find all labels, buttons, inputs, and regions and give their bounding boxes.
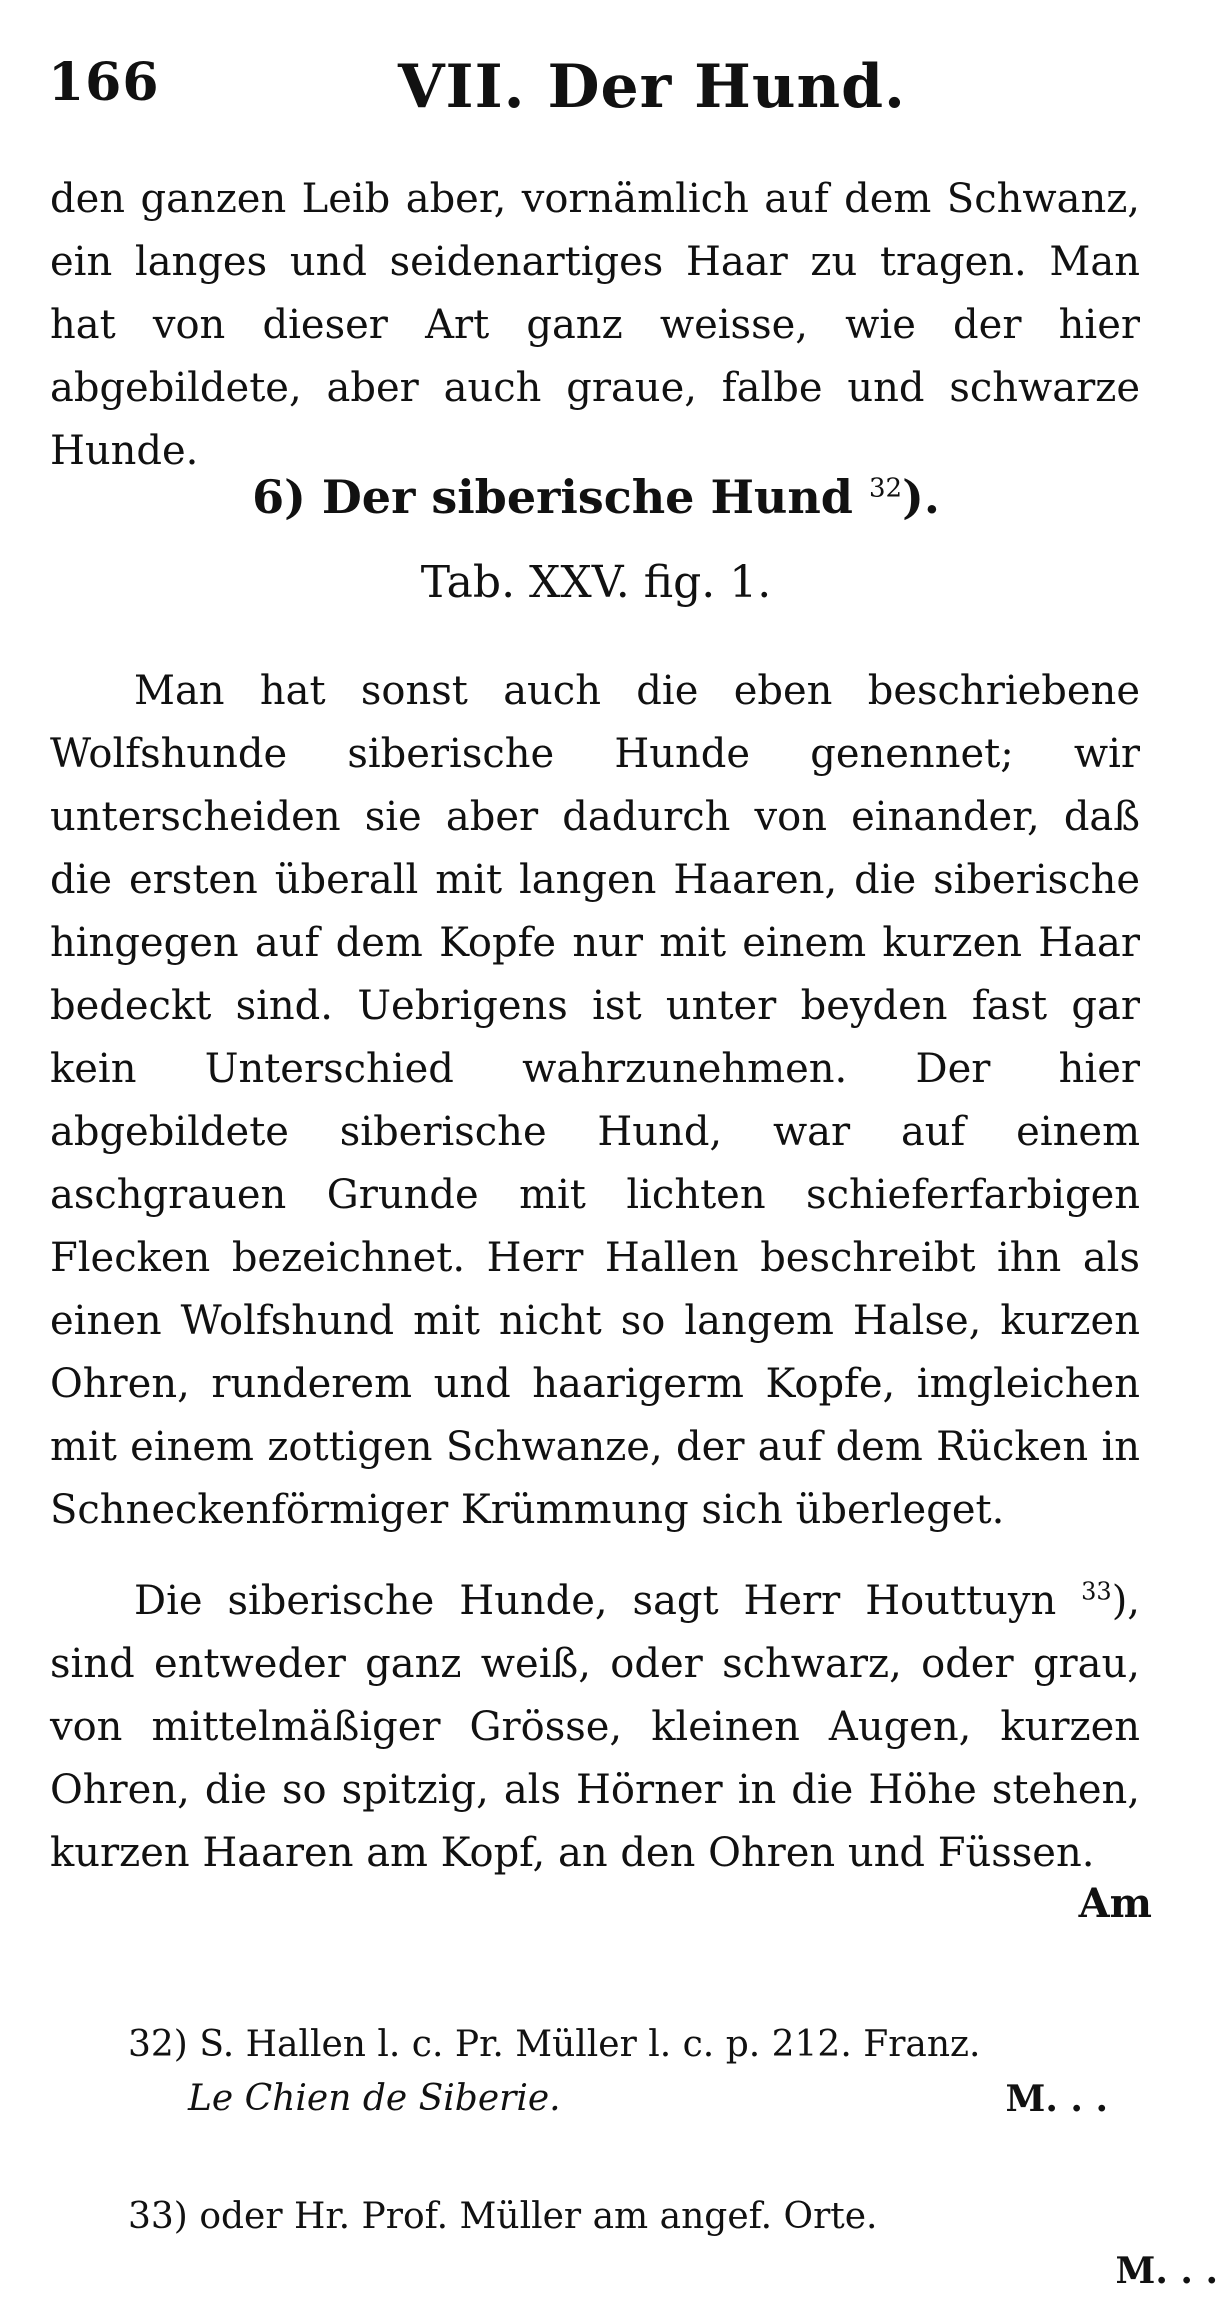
footnote-32-mark: 32) [128, 2024, 188, 2065]
footnote-32-sub-text: Le Chien de Siberie. [188, 2078, 561, 2119]
footnote-32-signature: M. . . [1005, 2078, 1108, 2120]
paragraph-2-text-after: ), sind entweder ganz weiß, oder schwarz, oder grau, von mittelmäßiger Grösse, kleinen Augen, kurzen Ohren, die so spitzig, als Hörner in die Höhe stehen, kurzen Haaren am Kopf, an den Ohren und Füssen. [50, 1578, 1141, 1876]
catchword: Am [1078, 1880, 1152, 1927]
section-closing: ). [902, 470, 940, 524]
page-header [48, 52, 1144, 132]
plate-reference: Tab. XXV. fig. 1. [420, 557, 772, 608]
continued-paragraph [50, 168, 1140, 483]
paragraph-2-footnote-mark: 33 [1081, 1577, 1112, 1606]
page-number: 166 [48, 52, 160, 113]
continued-paragraph-text: den ganzen Leib aber, vornämlich auf dem Schwanz, ein langes und seidenartiges Haar zu tragen. Man hat von dieser Art ganz weisse, wie der hier abgebildete, aber auch graue, falbe und schwarze Hunde. [50, 176, 1140, 474]
footnote-32-line [128, 2018, 1138, 2072]
paragraph-1 [50, 660, 1140, 1542]
footnote-33 [128, 2190, 1218, 2298]
footnote-32-sub [128, 2072, 1138, 2126]
section-footnote-mark: 32 [869, 473, 903, 504]
section-title: Der siberische Hund [321, 470, 853, 524]
footnote-32-text: S. Hallen l. c. Pr. Müller l. c. p. 212. Franz. [199, 2024, 981, 2065]
footnote-33-line [128, 2190, 1138, 2244]
footnote-33-text: oder Hr. Prof. Müller am angef. Orte. [199, 2196, 878, 2237]
paragraph-2 [50, 1570, 1140, 1885]
running-title: VII. Der Hund. [398, 52, 906, 122]
paragraph-2-text [50, 1570, 1140, 1885]
section-number: 6) [252, 470, 306, 524]
footnote-33-mark: 33) [128, 2196, 188, 2237]
section-heading [0, 470, 1192, 524]
footnote-32 [128, 2018, 1138, 2126]
paragraph-1-text: Man hat sonst auch die eben beschriebene Wolfshunde siberische Hunde genennet; wir unterscheiden sie aber dadurch von einander, daß die ersten überall mit langen Haaren, die siberische hingegen auf dem Kopfe nur mit einem kurzen Haar bedeckt sind. Uebrigens ist unter beyden fast gar kein Unterschied wahrzunehmen. Der hier abgebildete siberische Hund, war auf einem aschgrauen Grunde mit lichten schieferfarbigen Flecken bezeichnet. Herr Hallen beschreibt ihn als einen Wolfshund mit nicht so langem Halse, kurzen Ohren, runderem und haarigerm Kopfe, imgleichen mit einem zottigen Schwanze, der auf dem Rücken in Schneckenförmiger Krümmung sich überleget. [50, 668, 1140, 1533]
paragraph-2-text-before: Die siberische Hunde, sagt Herr Houttuyn [134, 1578, 1057, 1624]
footnote-33-signature: M. . . [1115, 2250, 1218, 2292]
